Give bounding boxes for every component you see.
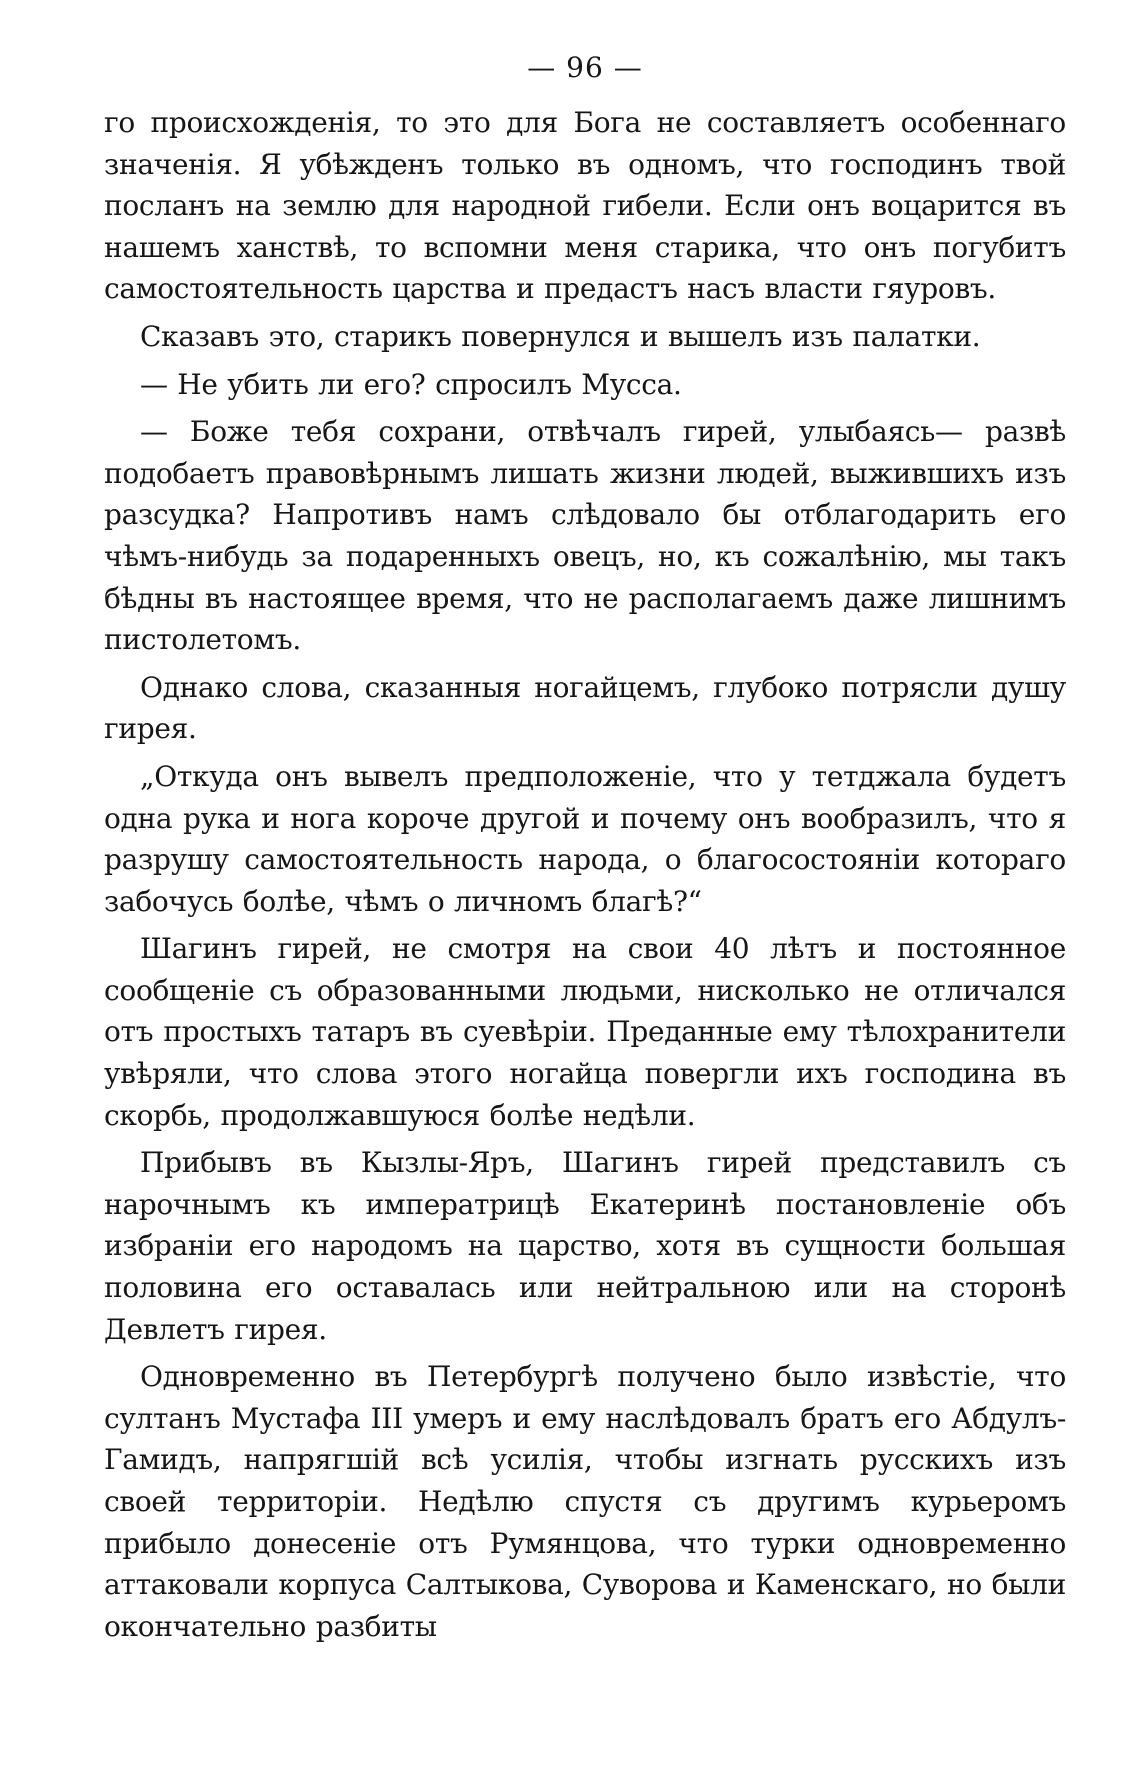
paragraph-2: Сказавъ это, старикъ повернулся и вышелъ изъ палатки. xyxy=(140,319,981,353)
paragraph-4: — Боже тебя сохрани, отвѣчалъ гирей, улыбаясь— развѣ подобаетъ правовѣрнымъ лишать жизни людей, выжившихъ изъ разсудка? Напротивъ намъ слѣдовало бы отблагодарить его чѣмъ-нибудь за подаренныхъ овецъ, но, къ сожалѣнію, мы такъ бѣдны въ настоящее время, что не располагаемъ даже лишнимъ пистолетомъ. xyxy=(104,415,1066,657)
paragraph-6: „Откуда онъ вывелъ предположеніе, что у тетджала будетъ одна рука и нога короче другой и почему онъ вообразилъ, что я разрушу самостоятельность народа, о благосостояніи котораго забочусь болѣе, чѣмъ о личномъ благѣ?“ xyxy=(104,759,1066,918)
paragraph-1: го происхожденія, то это для Бога не составляетъ особеннаго значенія. Я убѣжденъ только въ одномъ, что господинъ твой посланъ на землю для народной гибели. Если онъ воцарится въ нашемъ ханствѣ, то вспомни меня старика, что онъ погубитъ самостоятельность царства и предастъ насъ власти гяуровъ. xyxy=(104,106,1066,306)
paragraph-9: Одновременно въ Петербургѣ получено было извѣстіе, что султанъ Мустафа III умеръ и ему наслѣдовалъ братъ его Абдулъ-Гамидъ, напрягшій всѣ усилія, чтобы изгнать русскихъ изъ своей территоріи. Недѣлю спустя съ другимъ курьеромъ прибыло донесеніе отъ Румянцова, что турки одновременно аттаковали корпуса Салтыкова, Суворова и Каменскаго, но были окончательно разбиты xyxy=(104,1360,1066,1643)
paragraph-5: Однако слова, сказанныя ногайцемъ, глубоко потрясли душу гирея. xyxy=(104,670,1066,746)
paragraph-7: Шагинъ гирей, не смотря на свои 40 лѣтъ и постоянное сообщеніе съ образованными людьми, нисколько не отличался отъ простыхъ татаръ въ суевѣріи. Преданные ему тѣлохранители увѣряли, что слова этого ногайца повергли ихъ господина въ скорбь, продолжавшуюся болѣе недѣли. xyxy=(104,932,1066,1132)
page-number: — 96 — xyxy=(527,51,643,84)
book-page xyxy=(104,48,1066,1653)
paragraph-3: — Не убить ли его? спросилъ Мусса. xyxy=(140,367,682,401)
paragraph-8: Прибывъ въ Кызлы-Яръ, Шагинъ гирей представилъ съ нарочнымъ къ императрицѣ Екатеринѣ постановленіе объ избраніи его народомъ на царство, хотя въ сущности большая половина его оставалась или нейтральною или на сторонѣ Девлетъ гирея. xyxy=(104,1146,1066,1346)
